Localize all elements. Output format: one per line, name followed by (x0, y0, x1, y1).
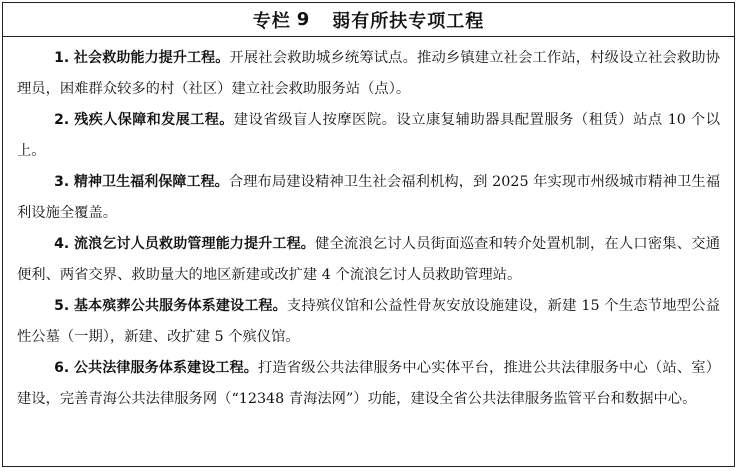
column-title-prefix: 专栏 (252, 10, 291, 32)
project-item-2 (17, 105, 720, 167)
project-item-6 (17, 353, 720, 415)
project-body: 开展社会救助城乡统筹试点。推动乡镇建立社会工作站，村级设立社会救助协理员，困难群众较多的村（社区）建立社会救助服务站（点）。 (17, 50, 721, 97)
column-title-number: 9 (296, 9, 311, 30)
project-item-3 (17, 167, 720, 229)
project-heading: 精神卫生福利保障工程。 (73, 174, 229, 190)
project-number: 1. (54, 50, 70, 66)
project-heading: 社会救助能力提升工程。 (73, 50, 230, 66)
column-box (2, 2, 735, 467)
project-number: 6. (54, 360, 70, 376)
project-item-4 (17, 229, 720, 291)
project-body: 建设省级盲人按摩医院。设立康复辅助器具配置服务（租赁）站点 10 个以上。 (17, 112, 721, 159)
project-body: 打造省级公共法律服务中心实体平台，推进公共法律服务中心（站、室）建设，完善青海公共法律服务网（“12348 青海法网”）功能，建设全省公共法律服务监管平台和数据中心。 (17, 360, 721, 407)
project-number: 4. (54, 236, 70, 252)
column-title (3, 3, 734, 37)
column-title-text: 弱有所扶专项工程 (332, 10, 485, 32)
project-heading: 基本殡葬公共服务体系建设工程。 (73, 298, 287, 314)
project-number: 2. (54, 112, 70, 128)
project-body: 健全流浪乞讨人员街面巡查和转介处置机制，在人口密集、交通便利、两省交界、救助量大的地区新建或改扩建 4 个流浪乞讨人员救助管理站。 (17, 236, 721, 283)
project-number: 5. (54, 298, 70, 314)
project-heading: 公共法律服务体系建设工程。 (73, 360, 258, 376)
project-heading: 流浪乞讨人员救助管理能力提升工程。 (73, 236, 315, 252)
project-item-5 (17, 291, 720, 353)
project-body: 合理布局建设精神卫生社会福利机构，到 2025 年实现市州级城市精神卫生福利设施全覆盖。 (17, 174, 720, 221)
project-item-1 (17, 43, 720, 105)
project-body: 支持殡仪馆和公益性骨灰安放设施建设，新建 15 个生态节地型公益性公墓（一期），新建、改扩建 5 个殡仪馆。 (17, 298, 721, 345)
column-content (3, 37, 734, 415)
project-heading: 残疾人保障和发展工程。 (74, 112, 234, 128)
project-number: 3. (54, 174, 70, 190)
